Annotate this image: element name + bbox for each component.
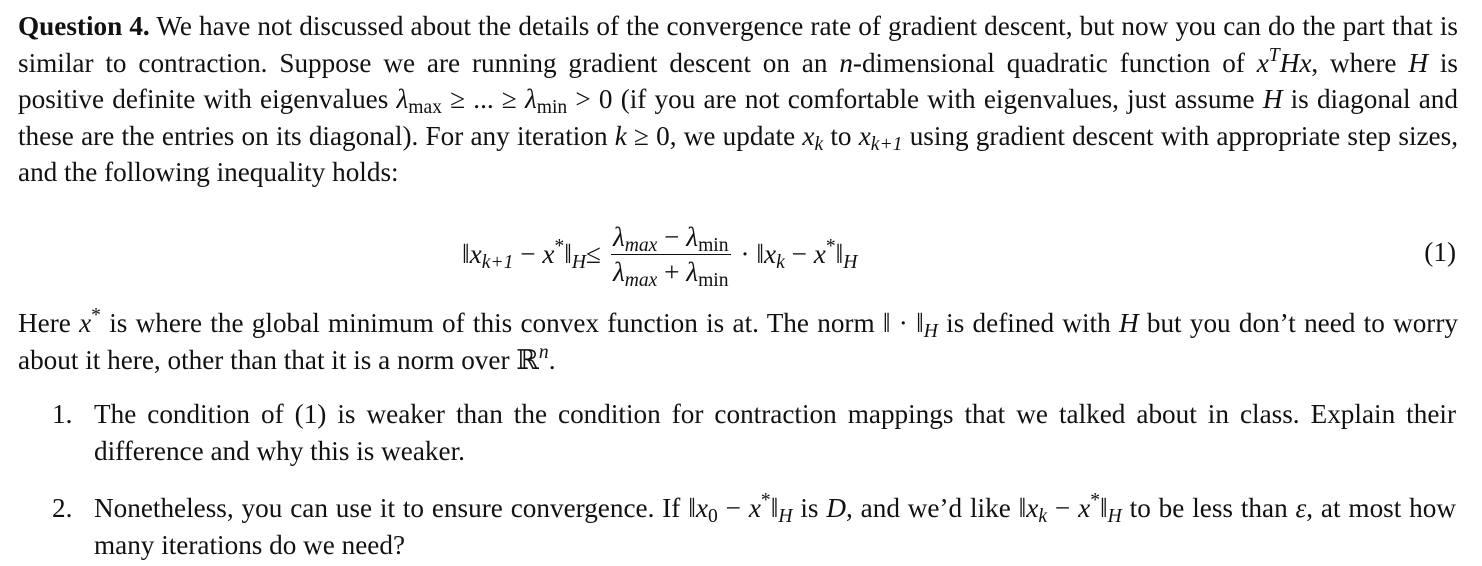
math-norm: ‖ · $‖_H$	[882, 308, 938, 342]
list-item-text: The condition of (1) is weaker than the condition for contraction mappings that we talked about in class. Explain their difference and why this is weaker.	[94, 399, 1456, 466]
list-item-number: 1.	[52, 399, 73, 429]
intro-text-4: is positive definite with eigenvalues	[18, 47, 1458, 114]
math-xk: $x_k$	[802, 120, 824, 155]
math-xstar: x*	[79, 305, 101, 338]
math-H-3: H	[1118, 308, 1139, 338]
intro-text-7: , we update	[669, 120, 803, 151]
intro-text-6: is diagonal and these are the entries on its diagonal). For any iteration	[18, 84, 1458, 151]
math-eigen-chain: $\lambda_{max}$ ≥ ... ≥ $\lambda_{min} > 0$	[396, 84, 613, 118]
list-item-text: Nonetheless, you can use it to ensure convergence. If $‖x_0$ − $x^*‖_H$ is D, and we’d like $‖x_k$ − $x^*‖_H$ to be less than ε, at most how many iterations do we need?	[94, 490, 1456, 560]
list-item	[52, 490, 1456, 563]
list-item-number: 2.	[52, 493, 73, 523]
equation-fraction	[611, 220, 731, 289]
math-epsilon: ε	[1295, 493, 1307, 523]
fraction-denominator: $\lambda_{max} + \lambda_{min}$	[612, 256, 729, 291]
math-H: H	[1408, 47, 1428, 78]
question-label: Question 4.	[18, 11, 150, 41]
question-intro-paragraph	[18, 8, 1458, 191]
math-H-2: H	[1262, 84, 1283, 114]
intro-text-1: We have not discussed about the details of the convergence rate of gradient descent, but now you can do the part that is similar to contraction. Suppose we are running gradient descent on an	[18, 11, 1458, 78]
equation-rhs: · $‖x_k$ − $x^*‖_H$	[740, 235, 858, 273]
math-D: D	[826, 493, 846, 523]
math-Rn: ℝ$^n$	[516, 341, 549, 375]
intro-text-8: to	[823, 120, 859, 151]
intro-text-2: -dimensional quadratic function of	[852, 47, 1257, 78]
list-item	[52, 396, 1456, 469]
followup-paragraph: Here x* is where the global minimum of this convex function is at. The norm ‖ · $‖_H$ is defined with H but you don’t need to worry about it here, other than that it is a norm over ℝ$^n$.	[18, 305, 1458, 375]
intro-text-5: (if you are not comfortable with eigenvalues, just assume	[612, 84, 1263, 114]
intro-text-9: using gradient descent with appropriate step sizes, and the following inequality holds:	[18, 120, 1459, 187]
equation-number: (1)	[1424, 237, 1456, 267]
equation-body	[462, 214, 857, 294]
math-n: n	[839, 47, 853, 78]
math-x0-norm: $‖x_0$ − $x^*‖_H$	[688, 490, 793, 527]
fraction-numerator: $\lambda_{max} - \lambda_{min}$	[612, 221, 729, 256]
math-xk-norm: $‖x_k$ − $x^*‖_H$	[1018, 490, 1122, 527]
display-equation	[18, 214, 1458, 294]
math-xTHx: $x^THx$	[1256, 44, 1312, 78]
equation-lhs: $‖x_{k+1}$ − $x^*‖_H$	[462, 235, 587, 273]
math-k-ge-0: k ≥ 0	[614, 120, 670, 151]
intro-text-3: , where	[1311, 47, 1409, 78]
equation-leq: ≤	[586, 238, 601, 269]
math-xk1: $x_{k+1}$	[858, 120, 903, 155]
